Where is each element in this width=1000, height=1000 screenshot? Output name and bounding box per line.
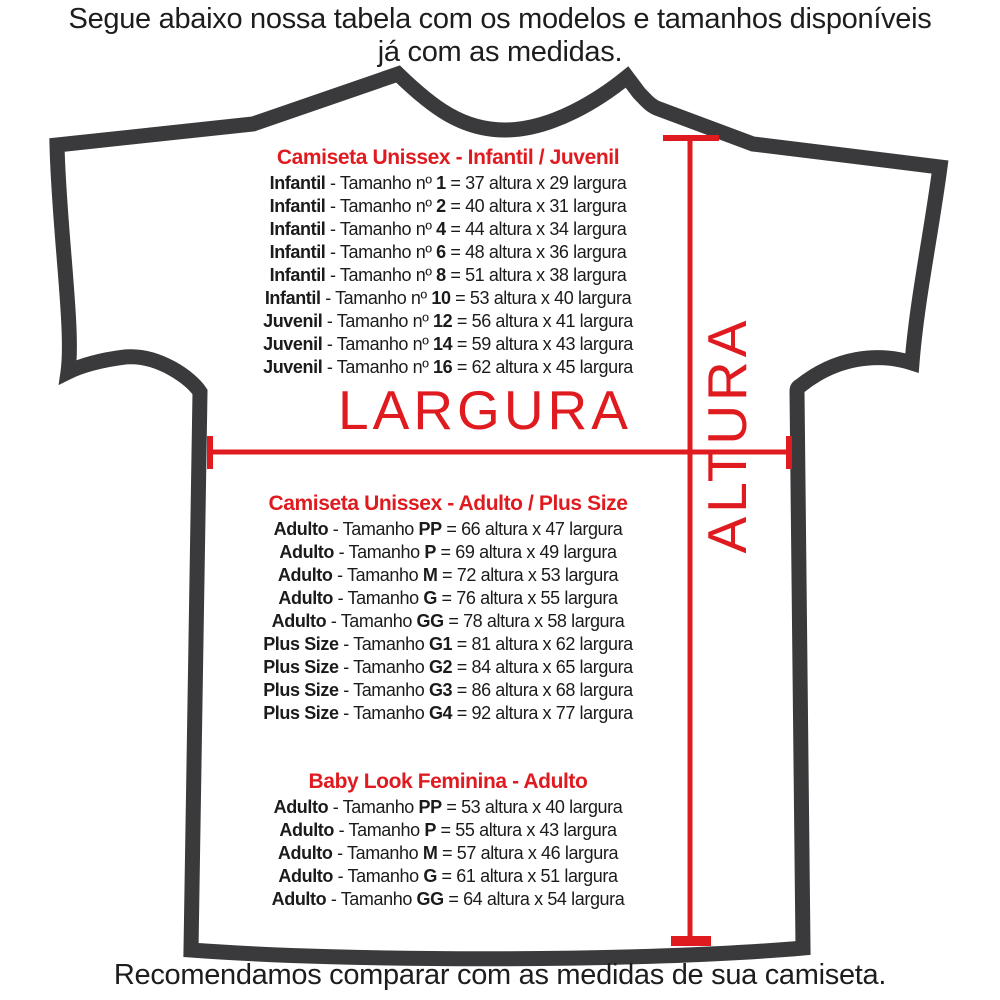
size-row: Plus Size - Tamanho G3 = 86 altura x 68 largura xyxy=(263,680,633,700)
size-row: Infantil - Tamanho nº 2 = 40 altura x 31 largura xyxy=(269,196,627,216)
table-baby-look xyxy=(168,769,728,911)
size-row: Adulto - Tamanho P = 55 altura x 43 largura xyxy=(279,820,617,840)
size-row: Adulto - Tamanho PP = 53 altura x 40 largura xyxy=(273,797,623,817)
size-row: Infantil - Tamanho nº 10 = 53 altura x 40 largura xyxy=(264,288,632,308)
size-row: Juvenil - Tamanho nº 14 = 59 altura x 43 largura xyxy=(263,334,633,354)
width-dimension-label: LARGURA xyxy=(338,379,632,441)
table-adulto-plus-size xyxy=(168,491,728,725)
size-row: Infantil - Tamanho nº 6 = 48 altura x 36 largura xyxy=(269,242,627,262)
intro-line-1: Segue abaixo nossa tabela com os modelos e tamanhos disponíveis xyxy=(68,3,932,35)
size-row: Plus Size - Tamanho G4 = 92 altura x 77 largura xyxy=(263,703,633,723)
size-row: Plus Size - Tamanho G2 = 84 altura x 65 largura xyxy=(263,657,633,677)
intro-text xyxy=(0,3,1000,69)
size-row: Adulto - Tamanho GG = 64 altura x 54 largura xyxy=(271,889,625,909)
table-rows xyxy=(168,518,728,725)
size-row: Plus Size - Tamanho G1 = 81 altura x 62 largura xyxy=(263,634,633,654)
size-row: Adulto - Tamanho G = 76 altura x 55 largura xyxy=(278,588,618,608)
table-title: Camiseta Unissex - Infantil / Juvenil xyxy=(276,146,620,169)
table-rows xyxy=(168,796,728,911)
size-row: Adulto - Tamanho GG = 78 altura x 58 largura xyxy=(271,611,625,631)
table-title: Baby Look Feminina - Adulto xyxy=(308,770,588,793)
size-row: Juvenil - Tamanho nº 12 = 56 altura x 41 largura xyxy=(263,311,633,331)
table-infantil-juvenil xyxy=(168,145,728,379)
size-row: Adulto - Tamanho M = 57 altura x 46 largura xyxy=(277,843,619,863)
footer-text: Recomendamos comparar com as medidas de sua camiseta. xyxy=(113,959,887,991)
size-row: Adulto - Tamanho M = 72 altura x 53 largura xyxy=(277,565,619,585)
size-row: Adulto - Tamanho PP = 66 altura x 47 largura xyxy=(273,519,623,539)
size-row: Infantil - Tamanho nº 1 = 37 altura x 29 largura xyxy=(269,173,627,193)
size-row: Infantil - Tamanho nº 8 = 51 altura x 38 largura xyxy=(269,265,627,285)
size-row: Adulto - Tamanho G = 61 altura x 51 largura xyxy=(278,866,618,886)
height-dimension-label: ALTURA xyxy=(696,316,758,554)
table-title: Camiseta Unissex - Adulto / Plus Size xyxy=(268,492,628,515)
table-rows xyxy=(168,172,728,379)
size-row: Juvenil - Tamanho nº 16 = 62 altura x 45 largura xyxy=(263,357,633,377)
size-row: Infantil - Tamanho nº 4 = 44 altura x 34 largura xyxy=(269,219,627,239)
intro-line-2: já com as medidas. xyxy=(377,36,623,68)
size-row: Adulto - Tamanho P = 69 altura x 49 largura xyxy=(279,542,617,562)
